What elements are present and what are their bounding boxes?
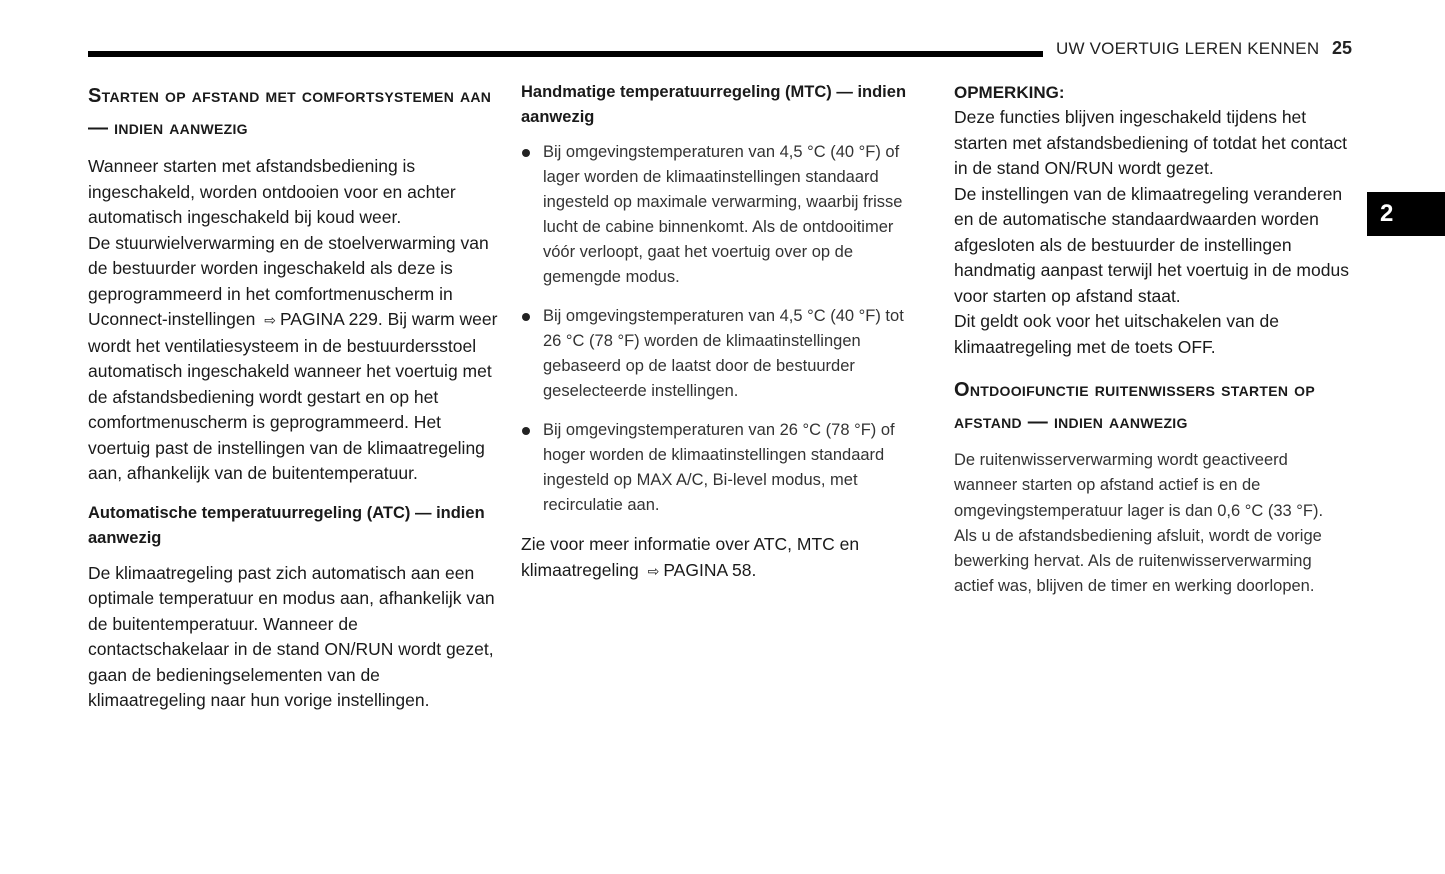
left-column (88, 80, 498, 714)
wiper-paragraph-2: Als u de afstandsbediening afsluit, wordt de vorige bewerking hervat. Als de ruitenwisserverwarming actief was, blijven de timer en werking doorlopen. (954, 526, 1322, 596)
note-paragraph-1: Deze functies blijven ingeschakeld tijdens het starten met afstandsbediening of totdat het contact in de stand ON/RUN wordt gezet. (954, 107, 1348, 178)
header-rule (88, 51, 1043, 57)
intro-text-after-ref: . Bij warm weer wordt het ventilatiesysteem in de bestuurdersstoel automatisch ingeschakeld wanneer het voertuig met de afstandsbediening wordt gestart en op het comfortmenuscherm is geprogrammeerd. Het voertuig past de instellingen van de klimaatregeling aan, afhankelijk van de buitentemperatuur. (88, 309, 498, 483)
wiper-deicer-heading: Ontdooifunctie ruitenwissers starten op afstand — indien aanwezig (954, 379, 1316, 433)
chapter-tab-label: 2 (1380, 200, 1394, 227)
middle-column (521, 80, 926, 584)
bullet-text: Bij omgevingstemperaturen van 4,5 °C (40 °F) tot 26 °C (78 °F) worden de klimaatinstellingen gebaseerd op de laatst door de bestuurder geselecteerde instellingen. (543, 307, 904, 400)
list-item (521, 140, 926, 290)
note-paragraph-2: De instellingen van de klimaatregeling veranderen en de automatische standaardwaarden worden afgesloten als de bestuurder de instellingen handmatig aanpast terwijl het voertuig in de modus voor starten op afstand staat. (954, 183, 1349, 306)
atc-paragraph: De klimaatregeling past zich automatisch aan een optimale temperatuur en modus aan, afhankelijk van de buitentemperatuur. Wanneer de contactschakelaar in de stand ON/RUN wordt gezet, gaan de bedieningselementen van de klimaatregeling naar hun vorige instellingen. (88, 562, 495, 710)
note-label: OPMERKING: (954, 83, 1065, 102)
page-ref-58[interactable]: PAGINA 58 (663, 559, 752, 580)
intro-paragraph-2 (88, 231, 498, 487)
remote-start-comfort-heading: Starten op afstand met comfortsystemen aan — indien aanwezig (88, 85, 492, 139)
more-info-text: Zie voor meer informatie over ATC, MTC en klimaatregeling (521, 534, 860, 580)
more-info-paragraph (521, 532, 926, 584)
page-ref-229[interactable]: PAGINA 229 (279, 309, 378, 329)
page-number: 25 (1332, 38, 1353, 58)
intro-paragraph-1: Wanneer starten met afstandsbediening is ingeschakeld, worden ontdooien voor en achter automatisch ingeschakeld bij koud weer. (88, 156, 456, 227)
list-item (521, 304, 926, 404)
right-column (954, 80, 1354, 600)
bullet-text: Bij omgevingstemperaturen van 26 °C (78 °F) of hoger worden de klimaatinstellingen standaard ingesteld op MAX A/C, Bi-level modus, met recirculatie aan. (543, 421, 895, 514)
more-info-end: . (751, 559, 757, 580)
bullet-icon (522, 313, 530, 321)
mtc-bullet-list (521, 140, 926, 518)
list-item (521, 418, 926, 518)
page-ref-arrow-icon: ⇨ (264, 312, 276, 328)
chapter-tab (1367, 192, 1445, 236)
bullet-icon (522, 149, 530, 157)
atc-heading: Automatische temperatuurregeling (ATC) — indien aanwezig (88, 503, 485, 547)
bullet-text: Bij omgevingstemperaturen van 4,5 °C (40 °F) of lager worden de klimaatinstellingen standaard ingesteld op maximale verwarming, waarbij frisse lucht de cabine binnenkomt. Als de ontdooitimer vóór verloopt, gaat het voertuig over op de gemengde modus. (543, 143, 903, 286)
wiper-paragraph-1: De ruitenwisserverwarming wordt geactiveerd wanneer starten op afstand actief is en de omgevingstemperatuur lager is dan 0,6 °C (33 °F). (954, 451, 1324, 520)
page-ref-arrow-icon: ⇨ (647, 562, 660, 579)
intro-text-before-ref: De stuurwielverwarming en de stoelverwarming van de bestuurder worden ingeschakeld als deze is geprogrammeerd in het comfortmenuscherm in Uconnect-instellingen (88, 232, 489, 329)
note-paragraph-3: Dit geldt ook voor het uitschakelen van de klimaatregeling met de toets OFF. (954, 311, 1279, 357)
mtc-heading: Handmatige temperatuurregeling (MTC) — indien aanwezig (521, 83, 907, 126)
bullet-icon (522, 427, 530, 435)
running-title: UW VOERTUIG LEREN KENNEN (1056, 39, 1320, 58)
